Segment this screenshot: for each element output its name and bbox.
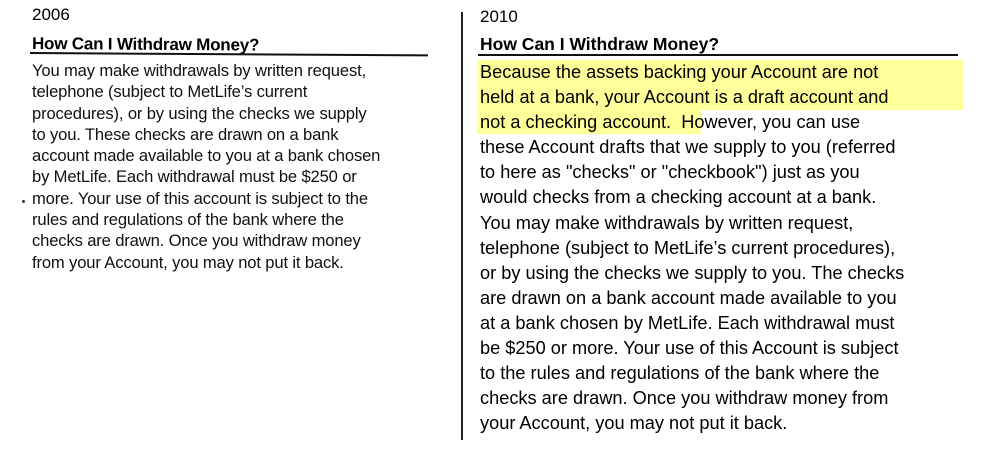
text-line: these Account drafts that we supply to you (referred — [480, 137, 896, 158]
text-line: be $250 or more. Your use of this Account is subject — [480, 338, 899, 359]
text-line: more. Your use of this account is subject to the — [32, 188, 368, 208]
body-text-2006 — [32, 60, 442, 273]
column-2010 — [463, 0, 1000, 449]
highlighted-text-fragment: not a checking account. — [480, 112, 672, 133]
text-line: checks are drawn. Once you withdraw money from — [480, 388, 889, 409]
text-line: to the rules and regulations of the bank where the — [480, 363, 880, 384]
text-line: checks are drawn. Once you withdraw money — [32, 231, 361, 251]
text-line: to you. These checks are drawn on a bank — [32, 124, 339, 144]
year-label-2006: 2006 — [32, 5, 70, 24]
heading-underline-2006 — [30, 52, 428, 56]
text-line: are drawn on a bank account made available to you — [480, 287, 897, 308]
text-line: your Account, you may not put it back. — [480, 413, 788, 434]
text-line: You may make withdrawals by written request, — [480, 212, 854, 233]
text-line-mixed — [480, 110, 990, 135]
section-heading-2006: How Can I Withdraw Money? — [31, 34, 260, 55]
year-label-2010: 2010 — [480, 7, 518, 26]
text-line: by MetLife. Each withdrawal must be $250 or — [32, 167, 357, 187]
text-line: telephone (subject to MetLife’s current — [32, 82, 308, 102]
column-2006 — [0, 0, 455, 449]
body-text-2010 — [480, 60, 990, 436]
text-line: telephone (subject to MetLife’s current procedures), — [480, 237, 896, 258]
text-line: account made available to you at a bank chosen — [32, 146, 381, 166]
highlighted-text-line: Because the assets backing your Account are not — [480, 62, 879, 82]
highlighted-text-line: held at a bank, your Account is a draft account and — [480, 87, 889, 108]
heading-underline-2010 — [478, 54, 958, 56]
text-line: at a bank chosen by MetLife. Each withdrawal must — [480, 312, 895, 333]
text-line: would checks from a checking account at a bank. — [480, 187, 877, 208]
text-line: from your Account, you may not put it back. — [32, 252, 344, 272]
text-line: procedures), or by using the checks we supply — [32, 103, 367, 123]
section-heading-2010: How Can I Withdraw Money? — [480, 34, 720, 54]
text-fragment: However, you can use — [681, 112, 861, 133]
scan-artifact-dot — [22, 200, 25, 203]
text-line: rules and regulations of the bank where the — [32, 210, 344, 230]
text-line: or by using the checks we supply to you. The checks — [480, 262, 905, 283]
text-line: to here as "checks" or "checkbook") just as you — [480, 162, 860, 183]
text-line: You may make withdrawals by written request, — [32, 61, 367, 80]
